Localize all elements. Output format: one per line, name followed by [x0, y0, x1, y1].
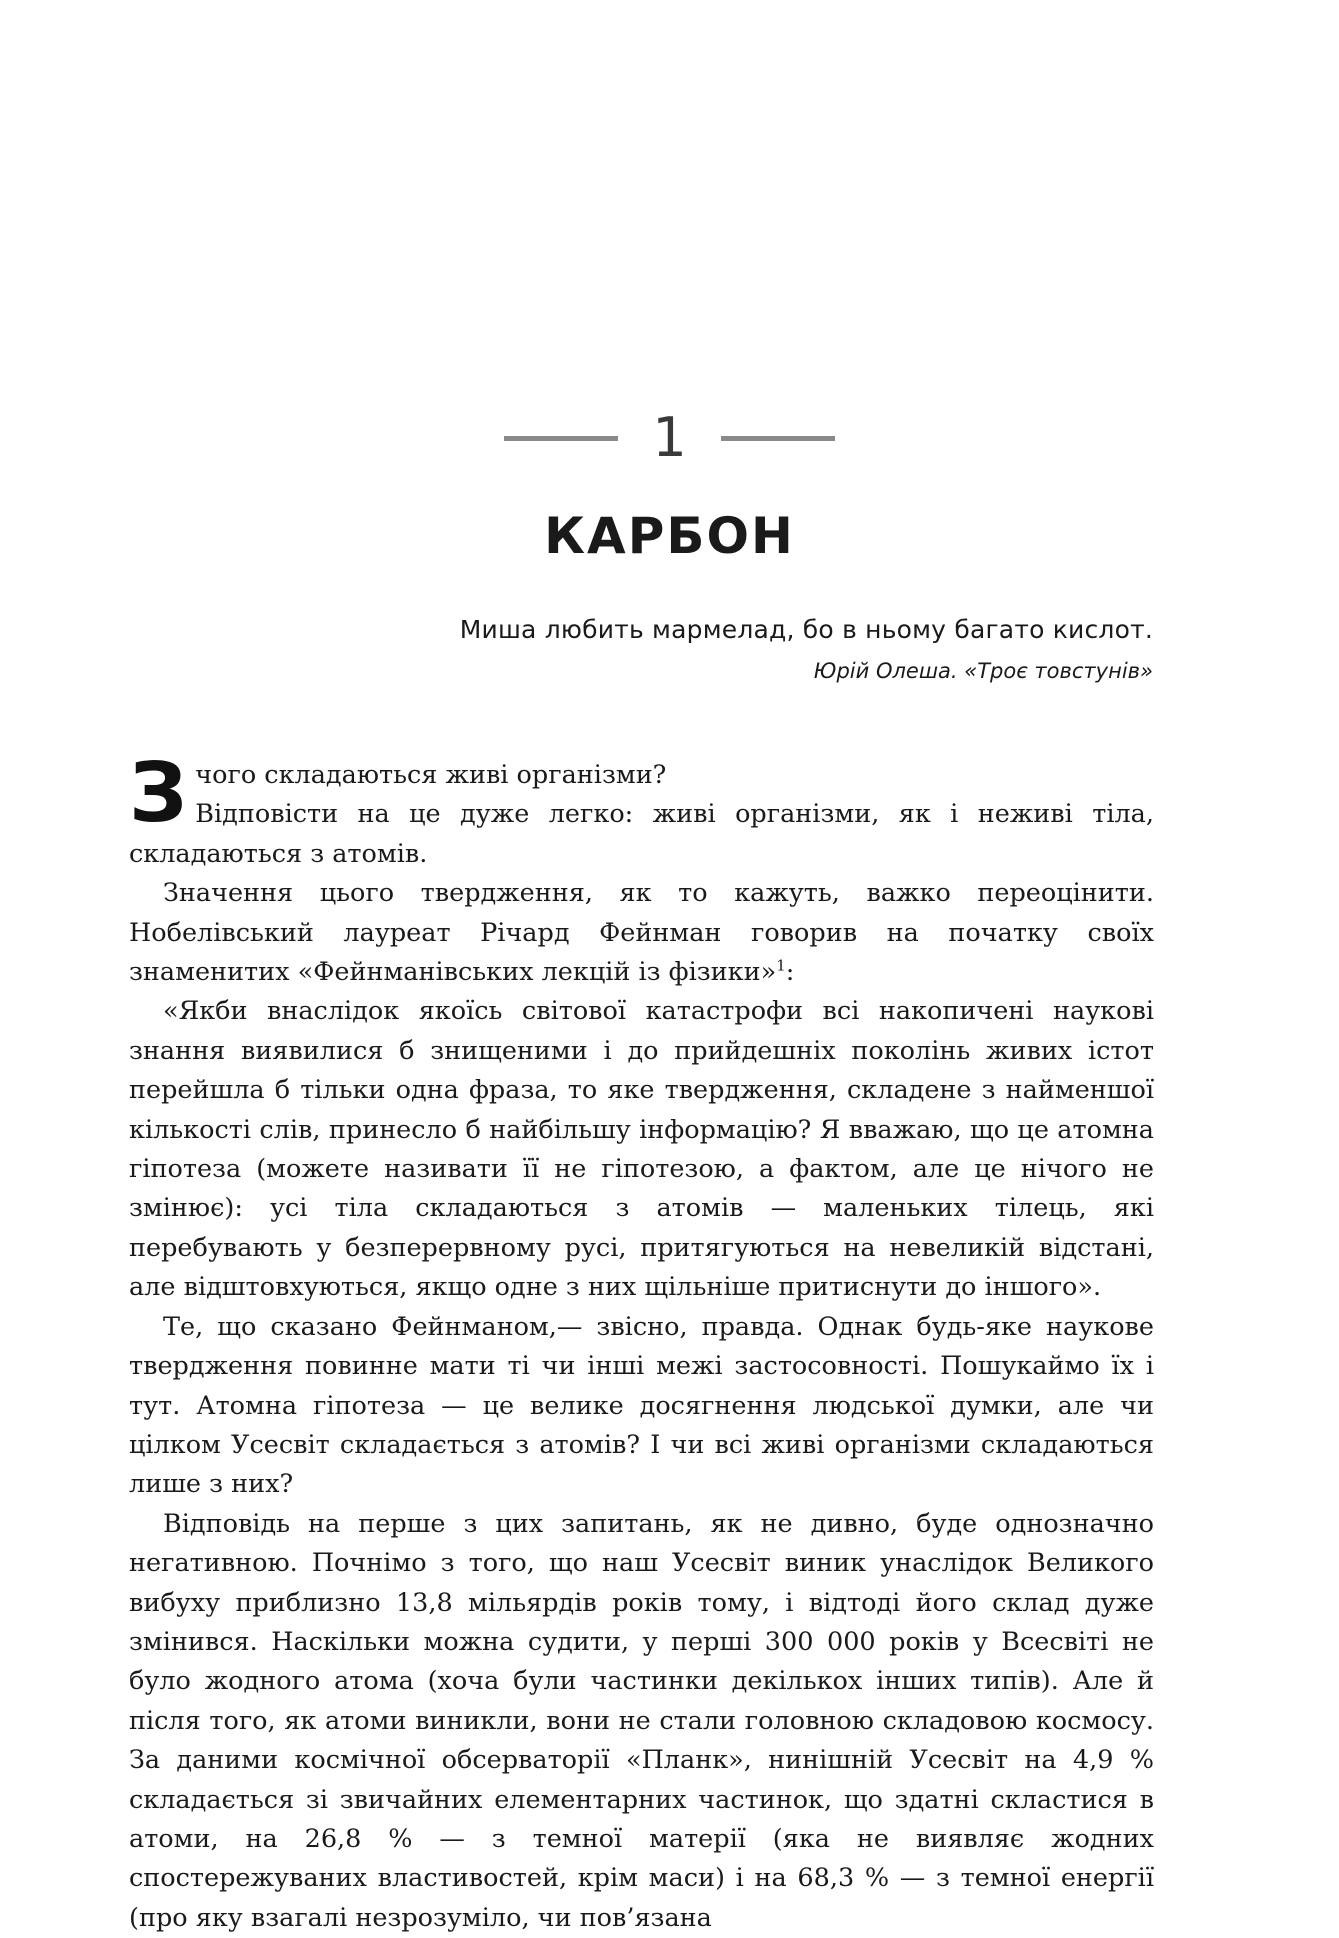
body-text	[129, 746, 1154, 1938]
paragraph-6: Відповідь на перше з цих запитань, як не дивно, буде однозначно негативною. Почнімо з того, що наш Усесвіт виник унаслідок Великого вибуху приблизно 13,8 мільярдів років тому, і відтоді його склад дуже змінився. Наскільки можна судити, у перші 300 000 років у Всесвіті не було жодного атома (хоча були частинки декількох інших типів). Але й після того, як атоми виникли, вони не стали головною складовою космосу. За даними космічної обсерваторії «Планк», нинішній Усесвіт на 4,9 % складається зі звичайних елементарних частинок, що здатні скластися в атоми, на 26,8 % — з темної матерії (яка не виявляє жодних спостережуваних властивостей, крім маси) і на 68,3 % — з темної енергії (про яку взагалі незрозуміло, чи пов’язана	[129, 1508, 1154, 1933]
epigraph	[460, 612, 1153, 686]
epigraph-source: Юрій Олеша. «Троє товстунів»	[813, 659, 1153, 683]
chapter-title: КАРБОН	[544, 507, 795, 565]
chapter-number: 1	[652, 406, 687, 469]
footnote-marker[interactable]: 1	[776, 956, 786, 975]
paragraph-1-text: чого складаються живі організми?	[195, 760, 667, 790]
left-rule	[504, 436, 618, 441]
paragraph-2: Відповісти на це дуже легко: живі організми, як і неживі тіла, складаються з атомів.	[129, 799, 1154, 869]
epigraph-text: Миша любить мармелад, бо в ньому багато кислот.	[459, 615, 1153, 644]
paragraph-4: «Якби внаслідок якоїсь світової катастрофи всі накопичені наукові знання виявилися б знищеними і до прийдешніх поколінь живих істот перейшла б тільки одна фраза, то яке твердження, складене з найменшої кількості слів, принесло б найбільшу інформацію? Я вважаю, що це атомна гіпотеза (можете називати її не гіпотезою, а фактом, але це нічого не змінює): усі тіла складаються з атомів — маленьких тілець, які перебувають у безперервному русі, притягуються на невеликій відстані, але відштовхуються, якщо одне з них щільніше притиснути до іншого».	[129, 996, 1154, 1303]
drop-cap: З	[129, 746, 188, 841]
right-rule	[721, 436, 835, 441]
paragraph-3-text: Значення цього твердження, як то кажуть, важко переоцінити. Нобелівський лауреат Річард Фейнман говорив на початку своїх знаменитих «Фейнманівських лекцій із фізики»	[129, 878, 1154, 988]
chapter-heading	[0, 408, 1339, 566]
paragraph-3-end: :	[785, 957, 795, 988]
paragraph-5: Те, що сказано Фейнманом,— звісно, правда. Однак будь-яке наукове твердження повинне мати ті чи інші межі застосовності. Пошукаймо їх і тут. Атомна гіпотеза — це велике досягнення людської думки, але чи цілком Усесвіт складається з атомів? І чи всі живі організми складаються лише з них?	[129, 1311, 1154, 1500]
chapter-number-row	[0, 408, 1339, 468]
paragraph-3	[129, 874, 1154, 992]
